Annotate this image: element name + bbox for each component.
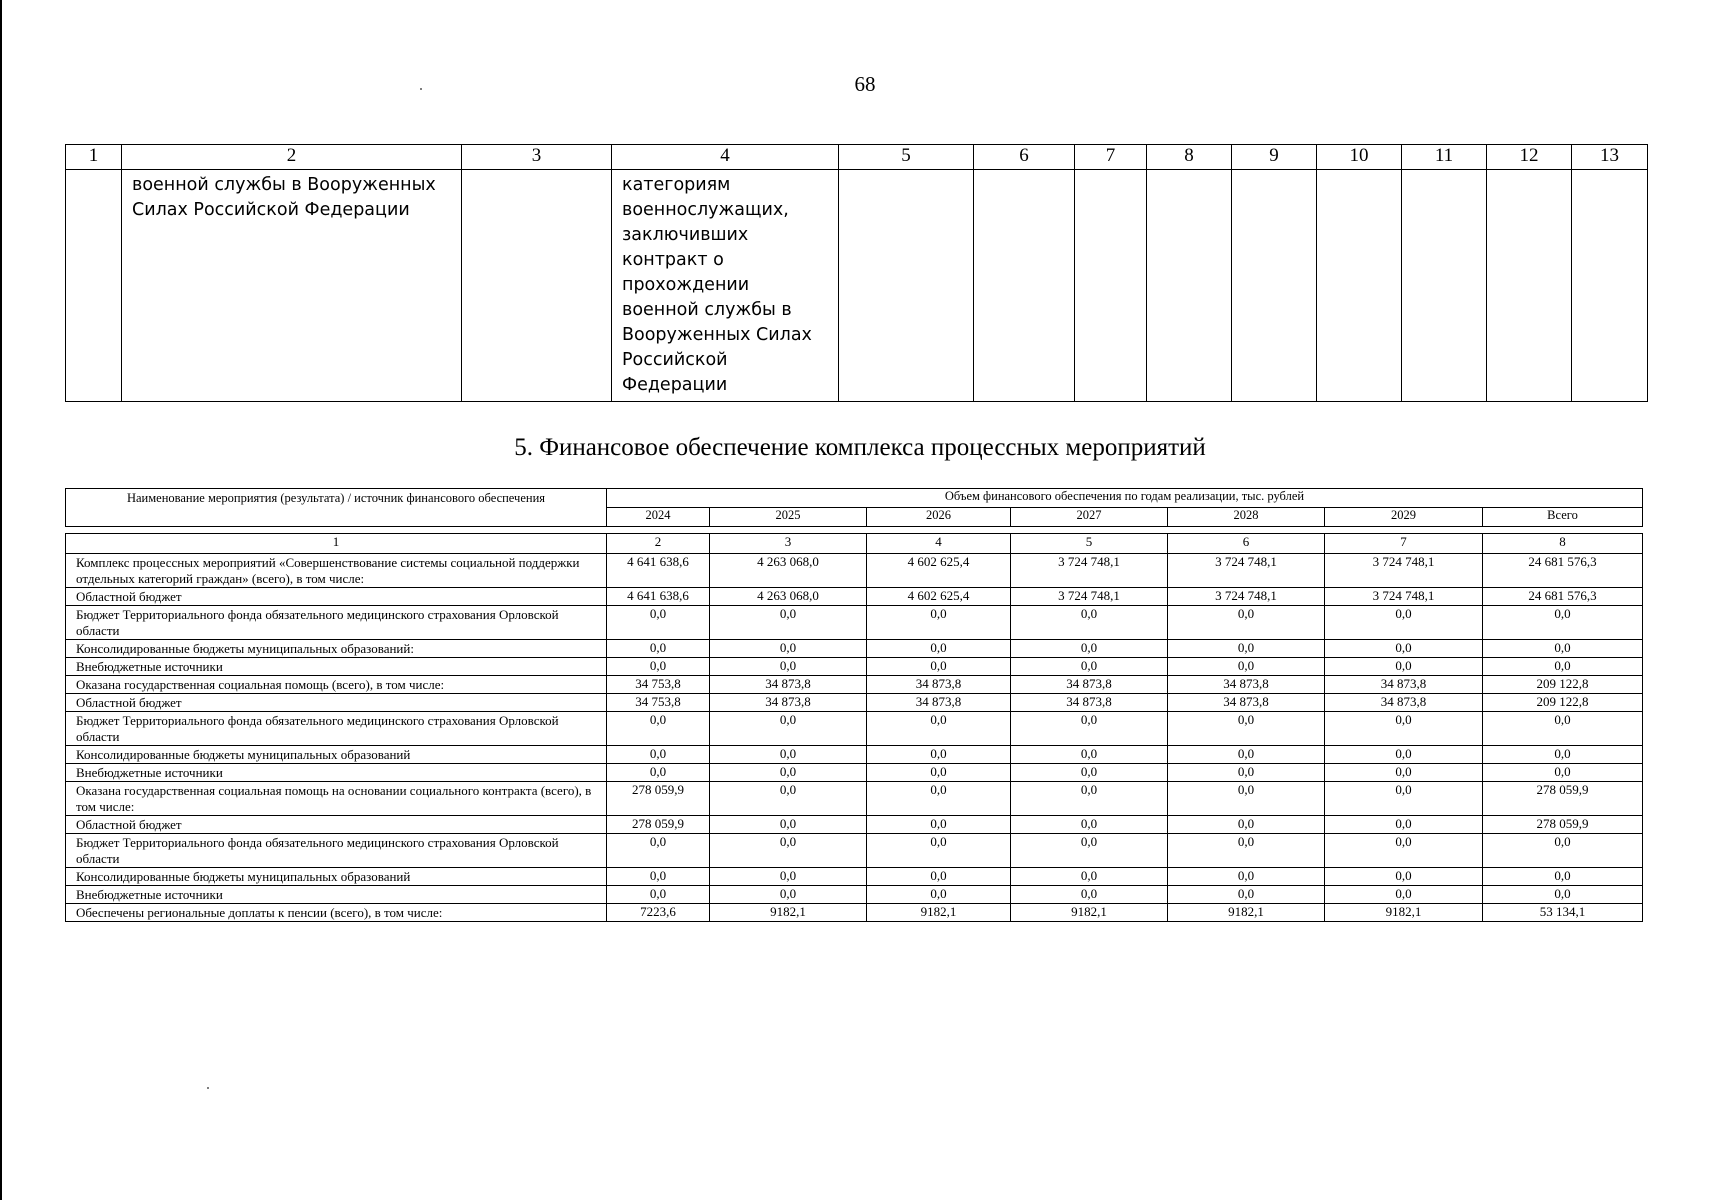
table-row	[66, 676, 1643, 694]
table-row	[66, 764, 1643, 782]
value-cell: 34 873,8	[710, 676, 867, 694]
value-cell: 0,0	[1011, 886, 1168, 904]
value-cell: 0,0	[710, 712, 867, 746]
row-name-cell: Консолидированные бюджеты муниципальных образований	[66, 868, 607, 886]
continuation-table	[65, 144, 1648, 402]
table-row	[66, 640, 1643, 658]
row-name-cell: Внебюджетные источники	[66, 764, 607, 782]
value-cell: 3 724 748,1	[1168, 554, 1325, 588]
row-name-cell: Областной бюджет	[66, 816, 607, 834]
value-cell: 0,0	[1168, 764, 1325, 782]
value-cell: 0,0	[867, 712, 1011, 746]
value-cell: 0,0	[710, 606, 867, 640]
table-row	[66, 868, 1643, 886]
value-cell: 0,0	[607, 606, 710, 640]
value-cell: 0,0	[710, 640, 867, 658]
column-number-cell: 7	[1075, 145, 1147, 170]
cell-col8	[1147, 170, 1232, 402]
cell-col9	[1232, 170, 1317, 402]
cell-col6	[974, 170, 1075, 402]
column-number-cell: 11	[1402, 145, 1487, 170]
year-header-cell: 2027	[1011, 508, 1168, 527]
value-cell: 24 681 576,3	[1483, 588, 1643, 606]
cell-col7	[1075, 170, 1147, 402]
value-cell: 0,0	[1011, 746, 1168, 764]
value-cell: 0,0	[1168, 782, 1325, 816]
row-name-cell: Бюджет Территориального фонда обязательного медицинского страхования Орловской области	[66, 606, 607, 640]
value-cell: 209 122,8	[1483, 676, 1643, 694]
column-number-cell: 12	[1487, 145, 1572, 170]
value-cell: 0,0	[1483, 868, 1643, 886]
value-cell: 0,0	[1325, 834, 1483, 868]
column-number-cell: 8	[1483, 534, 1643, 554]
cell-col1	[66, 170, 122, 402]
column-number-cell: 4	[612, 145, 839, 170]
value-cell: 0,0	[710, 886, 867, 904]
cell-text-line: заключивших	[622, 225, 749, 245]
value-cell: 0,0	[1325, 868, 1483, 886]
column-number-cell: 7	[1325, 534, 1483, 554]
cell-col13	[1572, 170, 1648, 402]
cell-text-line: Федерации	[622, 375, 728, 395]
column-number-cell: 6	[1168, 534, 1325, 554]
row-name-cell: Бюджет Территориального фонда обязательного медицинского страхования Орловской области	[66, 834, 607, 868]
row-name-cell: Областной бюджет	[66, 588, 607, 606]
value-cell: 0,0	[710, 658, 867, 676]
value-cell: 0,0	[607, 834, 710, 868]
table-row	[66, 886, 1643, 904]
value-cell: 0,0	[1483, 746, 1643, 764]
cell-col3	[462, 170, 612, 402]
value-cell: 0,0	[1325, 640, 1483, 658]
value-cell: 0,0	[710, 816, 867, 834]
value-cell: 0,0	[607, 764, 710, 782]
column-number-cell: 5	[1011, 534, 1168, 554]
value-cell: 9182,1	[1168, 904, 1325, 922]
column-number-cell: 1	[66, 534, 607, 554]
value-cell: 34 753,8	[607, 694, 710, 712]
value-cell: 0,0	[710, 764, 867, 782]
page-number: 68	[854, 72, 876, 96]
year-header-cell: 2029	[1325, 508, 1483, 527]
value-cell: 0,0	[1168, 658, 1325, 676]
value-cell: 34 873,8	[1011, 694, 1168, 712]
table-row	[66, 782, 1643, 816]
value-cell: 0,0	[710, 834, 867, 868]
value-cell: 0,0	[1483, 834, 1643, 868]
value-cell: 0,0	[867, 658, 1011, 676]
year-header-cell: Всего	[1483, 508, 1643, 527]
cell-col12	[1487, 170, 1572, 402]
value-cell: 0,0	[1325, 746, 1483, 764]
value-cell: 0,0	[1011, 782, 1168, 816]
cell-text-line: военной службы в	[622, 300, 792, 320]
value-cell: 0,0	[710, 868, 867, 886]
column-number-cell: 8	[1147, 145, 1232, 170]
value-cell: 0,0	[1011, 816, 1168, 834]
cell-col2: военной службы в Вооруженных Силах Российской Федерации	[122, 170, 462, 402]
value-cell: 0,0	[710, 746, 867, 764]
value-cell: 0,0	[710, 782, 867, 816]
cell-text-line: Российской	[622, 350, 728, 370]
value-cell: 0,0	[607, 712, 710, 746]
value-cell: 24 681 576,3	[1483, 554, 1643, 588]
value-cell: 34 873,8	[1168, 676, 1325, 694]
table-row	[66, 588, 1643, 606]
value-cell: 3 724 748,1	[1325, 554, 1483, 588]
cell-text-line: категориям	[622, 175, 731, 195]
row-name-cell: Внебюджетные источники	[66, 658, 607, 676]
table-row	[66, 904, 1643, 922]
year-header-cell: 2026	[867, 508, 1011, 527]
column-number-cell: 13	[1572, 145, 1648, 170]
column-number-cell: 6	[974, 145, 1075, 170]
table-row	[66, 746, 1643, 764]
value-cell: 34 873,8	[867, 694, 1011, 712]
row-name-cell: Внебюджетные источники	[66, 886, 607, 904]
value-cell: 0,0	[607, 886, 710, 904]
name-column-header: Наименование мероприятия (результата) / источник финансового обеспечения	[66, 489, 607, 527]
value-cell: 0,0	[1168, 816, 1325, 834]
value-cell: 0,0	[867, 868, 1011, 886]
value-cell: 209 122,8	[1483, 694, 1643, 712]
table-row	[66, 712, 1643, 746]
value-cell: 0,0	[1325, 712, 1483, 746]
row-name-cell: Обеспечены региональные доплаты к пенсии (всего), в том числе:	[66, 904, 607, 922]
value-cell: 34 873,8	[867, 676, 1011, 694]
value-cell: 34 873,8	[1325, 676, 1483, 694]
value-cell: 278 059,9	[607, 782, 710, 816]
column-number-row	[66, 534, 1643, 554]
value-cell: 0,0	[1483, 658, 1643, 676]
row-name-cell: Консолидированные бюджеты муниципальных образований	[66, 746, 607, 764]
row-name-cell: Консолидированные бюджеты муниципальных образований:	[66, 640, 607, 658]
table-row	[66, 694, 1643, 712]
value-cell: 0,0	[1483, 764, 1643, 782]
fin-table-header	[65, 488, 1643, 527]
value-cell: 9182,1	[710, 904, 867, 922]
value-cell: 0,0	[867, 816, 1011, 834]
year-header-cell: 2024	[607, 508, 710, 527]
column-number-cell: 2	[122, 145, 462, 170]
value-cell: 0,0	[1483, 640, 1643, 658]
table-row	[66, 554, 1643, 588]
value-cell: 53 134,1	[1483, 904, 1643, 922]
cell-text-line: прохождении	[622, 275, 750, 295]
value-cell: 0,0	[867, 886, 1011, 904]
value-cell: 0,0	[867, 746, 1011, 764]
value-cell: 278 059,9	[1483, 816, 1643, 834]
value-cell: 0,0	[1325, 764, 1483, 782]
value-cell: 0,0	[1168, 712, 1325, 746]
value-cell: 0,0	[1483, 886, 1643, 904]
value-cell: 0,0	[1325, 606, 1483, 640]
value-cell: 7223,6	[607, 904, 710, 922]
value-cell: 3 724 748,1	[1168, 588, 1325, 606]
row-name-cell: Бюджет Территориального фонда обязательного медицинского страхования Орловской области	[66, 712, 607, 746]
row-name-cell: Оказана государственная социальная помощь (всего), в том числе:	[66, 676, 607, 694]
value-cell: 0,0	[607, 746, 710, 764]
value-cell: 0,0	[867, 834, 1011, 868]
value-cell: 0,0	[1011, 764, 1168, 782]
value-cell: 0,0	[1011, 868, 1168, 886]
value-cell: 0,0	[1168, 886, 1325, 904]
column-number-cell: 9	[1232, 145, 1317, 170]
value-cell: 0,0	[1011, 606, 1168, 640]
cell-col10	[1317, 170, 1402, 402]
cell-col11	[1402, 170, 1487, 402]
value-cell: 0,0	[1168, 606, 1325, 640]
value-cell: 9182,1	[867, 904, 1011, 922]
value-cell: 0,0	[607, 640, 710, 658]
table-row	[66, 170, 1648, 402]
value-cell: 34 873,8	[710, 694, 867, 712]
value-cell: 0,0	[1011, 658, 1168, 676]
table-row	[66, 606, 1643, 640]
value-cell: 4 602 625,4	[867, 554, 1011, 588]
column-number-row	[66, 145, 1648, 170]
column-number-cell: 3	[710, 534, 867, 554]
value-cell: 0,0	[1168, 746, 1325, 764]
column-number-cell: 5	[839, 145, 974, 170]
value-cell: 34 753,8	[607, 676, 710, 694]
value-cell: 4 641 638,6	[607, 554, 710, 588]
column-number-cell: 2	[607, 534, 710, 554]
value-cell: 0,0	[867, 764, 1011, 782]
value-cell: 34 873,8	[1325, 694, 1483, 712]
value-cell: 0,0	[867, 782, 1011, 816]
value-cell: 0,0	[1011, 640, 1168, 658]
fin-table	[65, 533, 1643, 922]
cell-col4	[612, 170, 839, 402]
value-cell: 0,0	[607, 868, 710, 886]
value-cell: 4 263 068,0	[710, 554, 867, 588]
value-cell: 4 641 638,6	[607, 588, 710, 606]
row-name-cell: Комплекс процессных мероприятий «Совершенствование системы социальной поддержки отдельных категорий граждан» (всего), в том числе:	[66, 554, 607, 588]
value-cell: 4 602 625,4	[867, 588, 1011, 606]
value-cell: 0,0	[607, 658, 710, 676]
column-number-cell: 1	[66, 145, 122, 170]
scan-speck	[207, 1087, 209, 1089]
cell-text-line: Вооруженных Силах	[622, 325, 812, 345]
value-cell: 0,0	[1483, 606, 1643, 640]
value-cell: 0,0	[1011, 834, 1168, 868]
value-cell: 34 873,8	[1168, 694, 1325, 712]
value-cell: 9182,1	[1325, 904, 1483, 922]
column-number-cell: 3	[462, 145, 612, 170]
value-cell: 0,0	[1325, 658, 1483, 676]
value-cell: 0,0	[1011, 712, 1168, 746]
cell-text-line: военнослужащих,	[622, 200, 789, 220]
volume-header: Объем финансового обеспечения по годам реализации, тыс. рублей	[607, 489, 1643, 508]
value-cell: 3 724 748,1	[1011, 588, 1168, 606]
cell-col5	[839, 170, 974, 402]
value-cell: 0,0	[1168, 834, 1325, 868]
year-header-cell: 2028	[1168, 508, 1325, 527]
year-header-cell: 2025	[710, 508, 867, 527]
row-name-cell: Оказана государственная социальная помощь на основании социального контракта (всего), в том числе:	[66, 782, 607, 816]
value-cell: 3 724 748,1	[1325, 588, 1483, 606]
value-cell: 0,0	[1325, 816, 1483, 834]
value-cell: 34 873,8	[1011, 676, 1168, 694]
value-cell: 0,0	[1483, 712, 1643, 746]
value-cell: 0,0	[1168, 868, 1325, 886]
value-cell: 0,0	[867, 606, 1011, 640]
value-cell: 0,0	[1168, 640, 1325, 658]
table-row	[66, 658, 1643, 676]
value-cell: 278 059,9	[607, 816, 710, 834]
table-row	[66, 834, 1643, 868]
page-left-edge	[0, 0, 2, 1200]
value-cell: 9182,1	[1011, 904, 1168, 922]
value-cell: 4 263 068,0	[710, 588, 867, 606]
column-number-cell: 10	[1317, 145, 1402, 170]
value-cell: 0,0	[1325, 886, 1483, 904]
cell-text-line: контракт о	[622, 250, 724, 270]
row-name-cell: Областной бюджет	[66, 694, 607, 712]
column-number-cell: 4	[867, 534, 1011, 554]
table-row	[66, 816, 1643, 834]
value-cell: 278 059,9	[1483, 782, 1643, 816]
section-title: 5. Финансовое обеспечение комплекса процессных мероприятий	[514, 434, 1206, 461]
value-cell: 0,0	[867, 640, 1011, 658]
value-cell: 3 724 748,1	[1011, 554, 1168, 588]
value-cell: 0,0	[1325, 782, 1483, 816]
